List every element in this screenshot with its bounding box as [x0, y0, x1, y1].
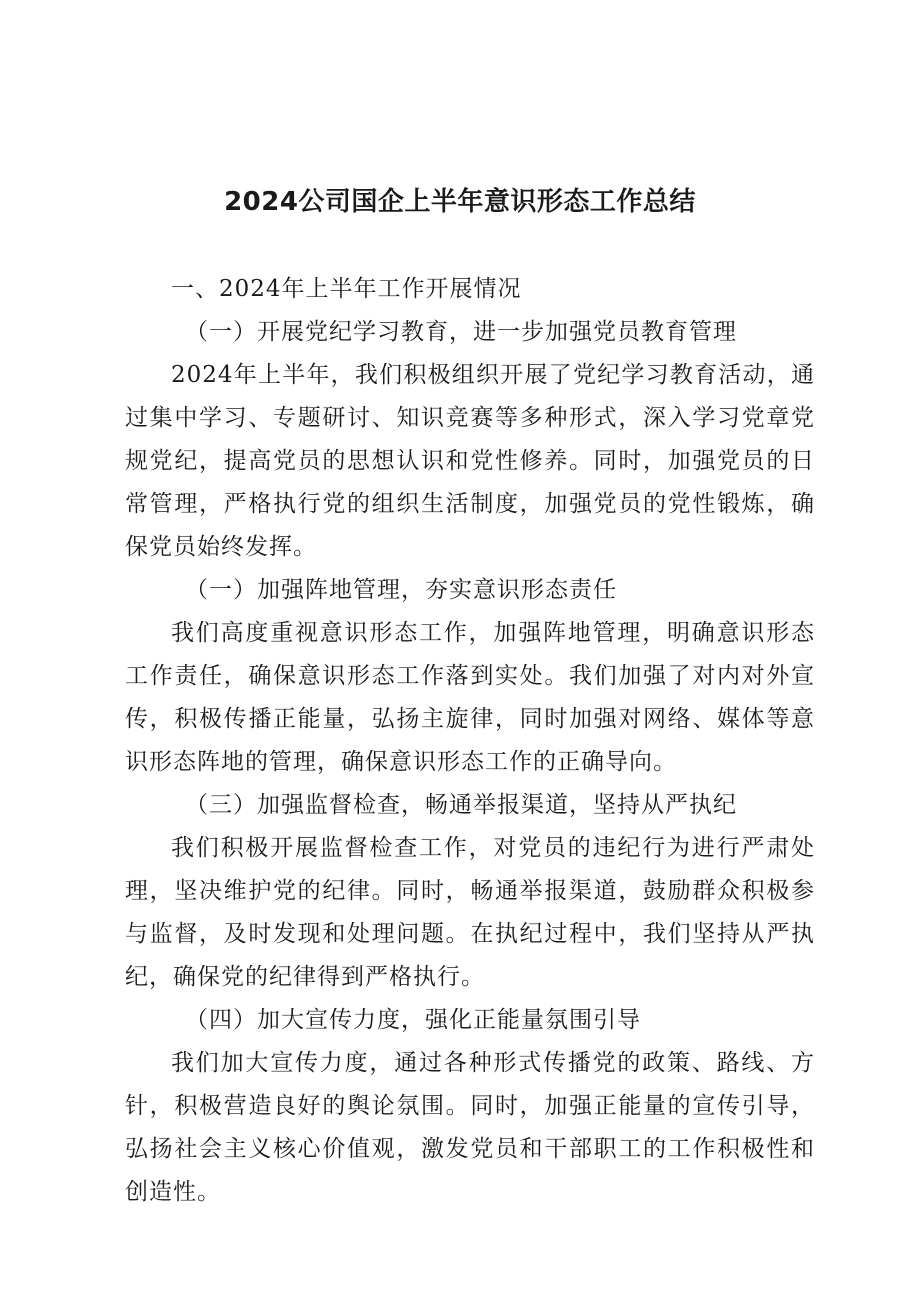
document-body [125, 268, 815, 1214]
subsection-heading-2: （一）加强阵地管理，夯实意识形态责任 [185, 577, 617, 603]
paragraph-2: 我们高度重视意识形态工作，加强阵地管理，明确意识形态工作责任，确保意识形态工作落到实处。我们加强了对内对外宣传，积极传播正能量，弘扬主旋律，同时加强对网络、媒体等意识形态阵地的管理，确保意识形态工作的正确导向。 [125, 620, 815, 775]
subsection-heading-3: （三）加强监督检查，畅通举报渠道，坚持从严执纪 [185, 792, 737, 818]
paragraph-1: 2024年上半年，我们积极组织开展了党纪学习教育活动，通过集中学习、专题研讨、知识竞赛等多种形式，深入学习党章党规党纪，提高党员的思想认识和党性修养。同时，加强党员的日常管理，严格执行党的组织生活制度，加强党员的党性锻炼，确保党员始终发挥。 [125, 362, 815, 560]
paragraph-4: 我们加大宣传力度，通过各种形式传播党的政策、路线、方针，积极营造良好的舆论氛围。同时，加强正能量的宣传引导，弘扬社会主义核心价值观，激发党员和干部职工的工作积极性和创造性。 [125, 1050, 815, 1205]
document-title: 2024公司国企上半年意识形态工作总结 [224, 187, 696, 217]
subsection-heading-4: （四）加大宣传力度，强化正能量氛围引导 [185, 1007, 641, 1033]
subsection-heading-1: （一）开展党纪学习教育，进一步加强党员教育管理 [185, 319, 737, 345]
section-heading: 一、2024年上半年工作开展情况 [171, 276, 522, 302]
paragraph-3: 我们积极开展监督检查工作，对党员的违纪行为进行严肃处理，坚决维护党的纪律。同时，畅通举报渠道，鼓励群众积极参与监督，及时发现和处理问题。在执纪过程中，我们坚持从严执纪，确保党的纪律得到严格执行。 [125, 835, 815, 990]
